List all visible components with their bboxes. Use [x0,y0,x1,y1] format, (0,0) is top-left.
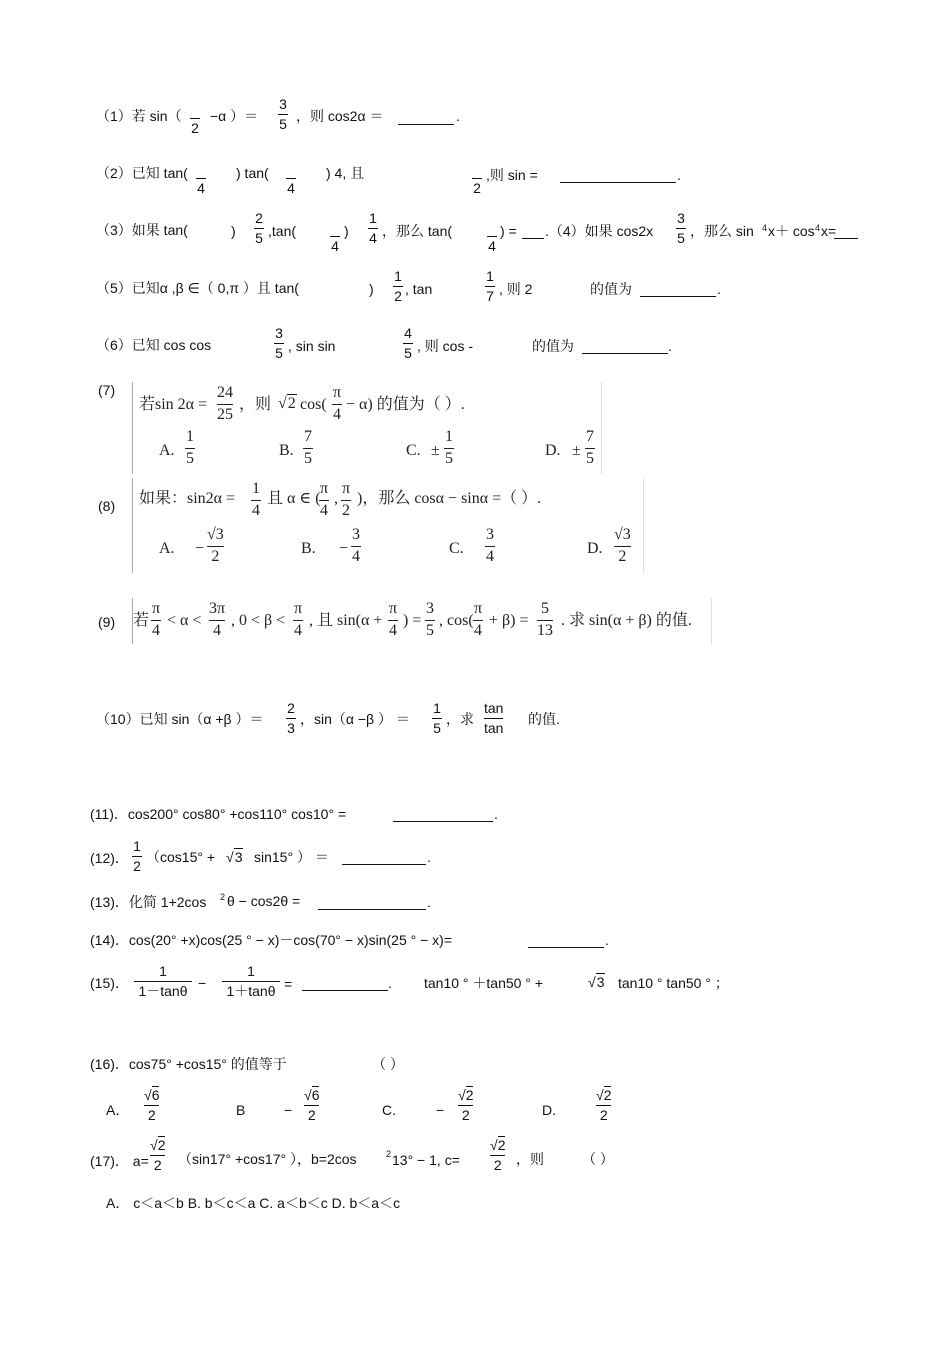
q16-option-a-value: √6 2 [144,1087,160,1123]
worksheet-page: （1）若 sin（ 2 −α ）＝ 3 5 ，则 cos2α ＝ . （2）已知 tan( 4 ) tan( 4 ) 4, 且 2 ,则 sin = . （3）如果 tan( ) 2 5 ,tan( 4 ) 1 4 ，那么 tan( 4 ) = .（4）如果 cos2x 3 5 ，那么 sin 4 x＋ cos 4 x= （5）已知α ,β ∈（ 0,π ）且 tan( ) 1 2 , tan 1 7 , 则 2 的值为 . （6）已知 cos cos 3 5 , sin sin 4 5 , 则 cos - 的值为 . (7) 若sin 2α = 24 25 ，则 √2 cos( π 4 − α) 的值为（ ）. A. 1 5 B. 7 5 C. ± 1 5 D. ± 7 5 (8) 如果：sin2α = 1 4 且 α ∈ ( π 4 , π 2 )，那么 cosα − sinα =（ ）. A. − √3 2 B. − 3 4 C. 3 4 D. √3 2 (9) 若 π 4 < α < 3π 4 , 0 < β < π 4 , 且 sin(α + π 4 ) = 3 5 , cos( π 4 + β) = 5 13 . 求 sin(α + β) 的值. （10）已知 sin（α +β ）＝ 2 3 ，sin（α −β ） ＝ 1 5 ，求 tan tan 的值. (11)．cos200° cos80° +cos110° cos10° = . (12)． 1 2 （cos15° + √3 sin15° ） ＝ . (13)．化简 1+2cos 2 θ − cos2θ = . (14)．cos(20° +x)cos(25 ° − x)－cos(70° − x)sin(25 ° − x)= . (15)． 1 1－tanθ − 1 1＋tanθ = . tan10 ° ＋tan50 ° + √3 tan10 ° tan50 ° ； (16)．cos75° +cos15° 的值等于 （ ） A． √6 2 B − √6 2 C. − √2 2 D. √2 2 (17)． a= √2 2 （sin17° +cos17° ），b=2cos 2 13° − 1, c= √2 2 ，则 （ ） A． c＜a＜b B. b＜c＜a C. a＜b＜c D. b＜a＜c [0,0,950,1345]
q8-option-a-value: √3 2 [207,526,224,565]
q16-option-c-value: √2 2 [458,1087,474,1123]
q16-option-b-label[interactable]: B [236,1102,246,1118]
q1-fraction-1: 2 [191,120,199,136]
q6-answer-blank[interactable] [582,339,668,354]
q7-option-c-label[interactable]: C. [406,442,421,459]
q8-option-a-label[interactable]: A. [159,540,175,557]
q7-option-d-label[interactable]: D. [545,442,561,459]
q7-option-c-value: 1 5 [445,428,453,467]
q8-number: (8) [98,498,116,514]
q8-option-c-value: 3 4 [486,526,494,565]
q16-option-b-value: √6 2 [304,1087,320,1123]
question-7-box: 若sin 2α = 24 25 ，则 √2 cos( π 4 − α) 的值为（ ）. A. 1 5 B. 7 5 C. ± 1 5 D. ± 7 5 [132,382,602,474]
q8-option-b-value: 3 4 [352,526,360,565]
question-8-box: 如果：sin2α = 1 4 且 α ∈ ( π 4 , π 2 )，那么 cosα − sinα =（ ）. A. − √3 2 B. − 3 4 C. 3 4 D. √3 2 [132,478,644,573]
q1-fraction-2: 3 5 [279,96,287,132]
q9-number: (9) [98,614,116,630]
q7-number: (7) [98,382,116,398]
q5-answer-blank[interactable] [640,282,716,297]
q4-answer-blank[interactable] [834,224,858,239]
q11-answer-blank[interactable] [393,807,493,822]
q2-answer-blank[interactable] [560,168,676,183]
q1-label: （1）若 sin（ [96,108,182,124]
q7-option-d-value: 7 5 [586,428,594,467]
q14-answer-blank[interactable] [528,933,604,948]
q7-option-b-label[interactable]: B. [279,442,294,459]
question-9-box: 若 π 4 < α < 3π 4 , 0 < β < π 4 , 且 sin(α + π 4 ) = 3 5 , cos( π 4 + β) = 5 13 . 求 sin(α + β) 的值. [132,598,712,644]
q16-option-d-value: √2 2 [596,1087,612,1123]
q8-option-d-label[interactable]: D. [587,540,603,557]
q17-options[interactable]: A． c＜a＜b B. b＜c＜a C. a＜b＜c D. b＜a＜c [106,1195,401,1211]
q8-option-d-value: √3 2 [614,526,631,565]
q3-answer-blank[interactable] [522,224,544,239]
q7-option-a-value: 1 5 [186,428,194,467]
q13-answer-blank[interactable] [318,895,426,910]
q16-option-d-label[interactable]: D. [542,1102,556,1118]
q16-option-a-label[interactable]: A． [106,1102,130,1118]
q7-option-a-label[interactable]: A. [159,442,175,459]
q16-option-c-label[interactable]: C. [382,1102,396,1118]
q15-answer-blank[interactable] [302,976,388,991]
q8-option-c-label[interactable]: C. [449,540,464,557]
q12-answer-blank[interactable] [342,850,426,865]
q7-option-b-value: 7 5 [304,428,312,467]
q1-answer-blank[interactable] [398,110,454,125]
q8-option-b-label[interactable]: B. [301,540,316,557]
